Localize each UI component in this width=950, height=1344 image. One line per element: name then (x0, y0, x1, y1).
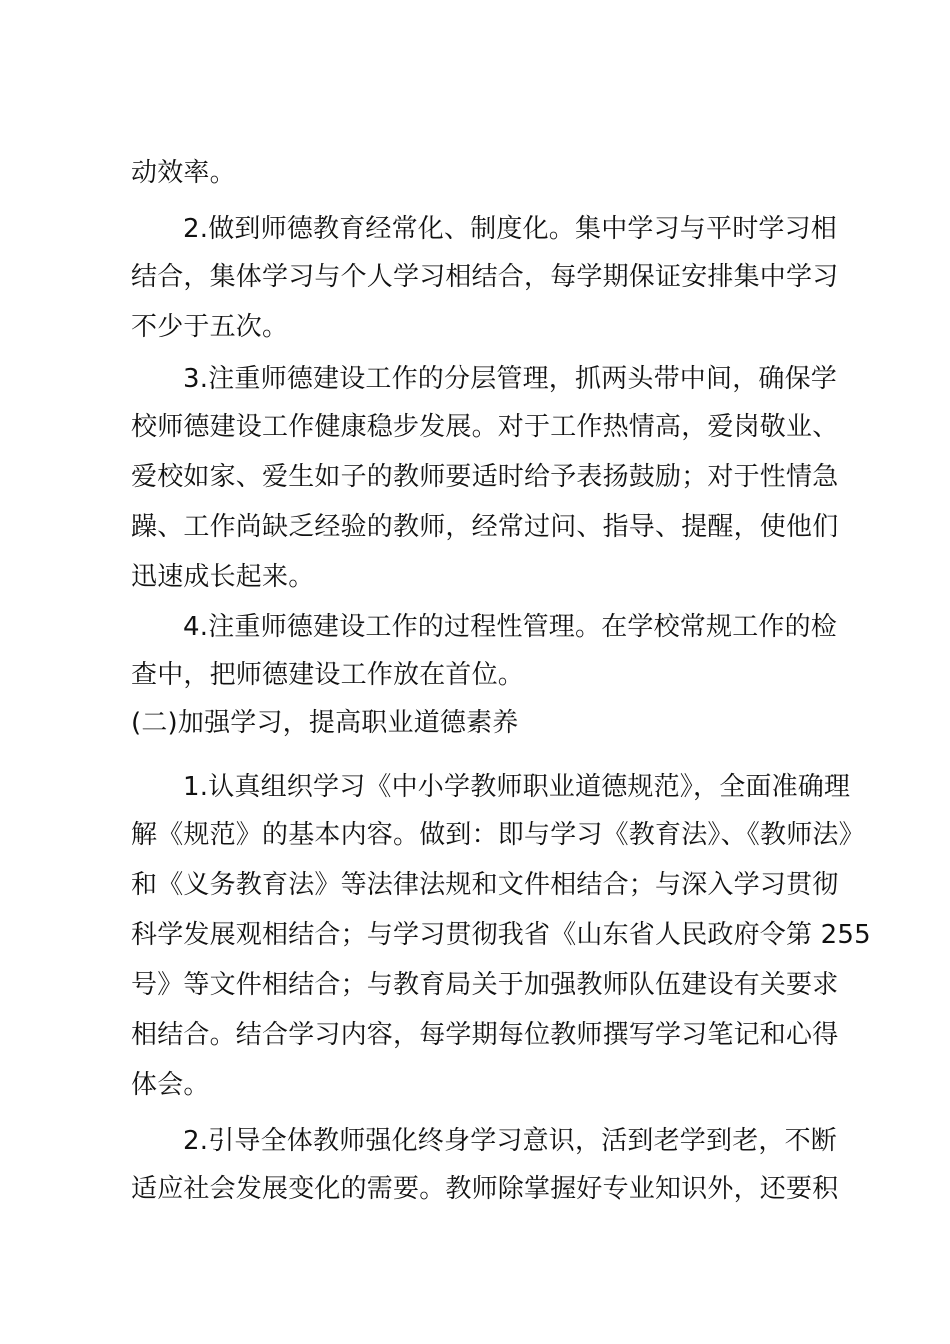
paragraph-3-start: 3.注重师德建设工作的分层管理，抓两头带中间，确保学 (183, 364, 838, 394)
paragraph-4-start: 4.注重师德建设工作的过程性管理。在学校常规工作的检 (183, 612, 838, 642)
text-line: 科学发展观相结合；与学习贯彻我省《山东省人民政府令第 255 (131, 920, 871, 950)
paragraph-2-start: 2.做到师德教育经常化、制度化。集中学习与平时学习相 (183, 214, 838, 244)
document-body (131, 150, 871, 1204)
text-line: 躁、工作尚缺乏经验的教师，经常过问、指导、提醒，使他们 (131, 512, 839, 542)
text-line: 迅速成长起来。 (131, 562, 315, 592)
text-line: 爱校如家、爱生如子的教师要适时给予表扬鼓励；对于性情急 (131, 462, 839, 492)
text-line: 结合，集体学习与个人学习相结合，每学期保证安排集中学习 (131, 262, 839, 292)
text-line: 和《义务教育法》等法律法规和文件相结合；与深入学习贯彻 (131, 870, 839, 900)
text-line: 校师德建设工作健康稳步发展。对于工作热情高，爱岗敬业、 (131, 412, 839, 442)
paragraph-2b-start: 2.引导全体教师强化终身学习意识，活到老学到老，不断 (183, 1126, 838, 1156)
text-line: 适应社会发展变化的需要。教师除掌握好专业知识外，还要积 (131, 1174, 839, 1204)
text-line: 相结合。结合学习内容，每学期每位教师撰写学习笔记和心得 (131, 1020, 839, 1050)
text-line: 体会。 (131, 1070, 210, 1100)
paragraph-1-start: 1.认真组织学习《中小学教师职业道德规范》，全面准确理 (183, 772, 851, 802)
text-line: 动效率。 (131, 158, 236, 188)
section-heading: (二)加强学习，提高职业道德素养 (131, 708, 519, 738)
text-line: 不少于五次。 (131, 312, 289, 342)
text-line: 查中，把师德建设工作放在首位。 (131, 660, 525, 690)
text-line: 号》等文件相结合；与教育局关于加强教师队伍建设有关要求 (131, 970, 839, 1000)
text-line: 解《规范》的基本内容。做到：即与学习《教育法》、《教师法》 (131, 820, 865, 850)
